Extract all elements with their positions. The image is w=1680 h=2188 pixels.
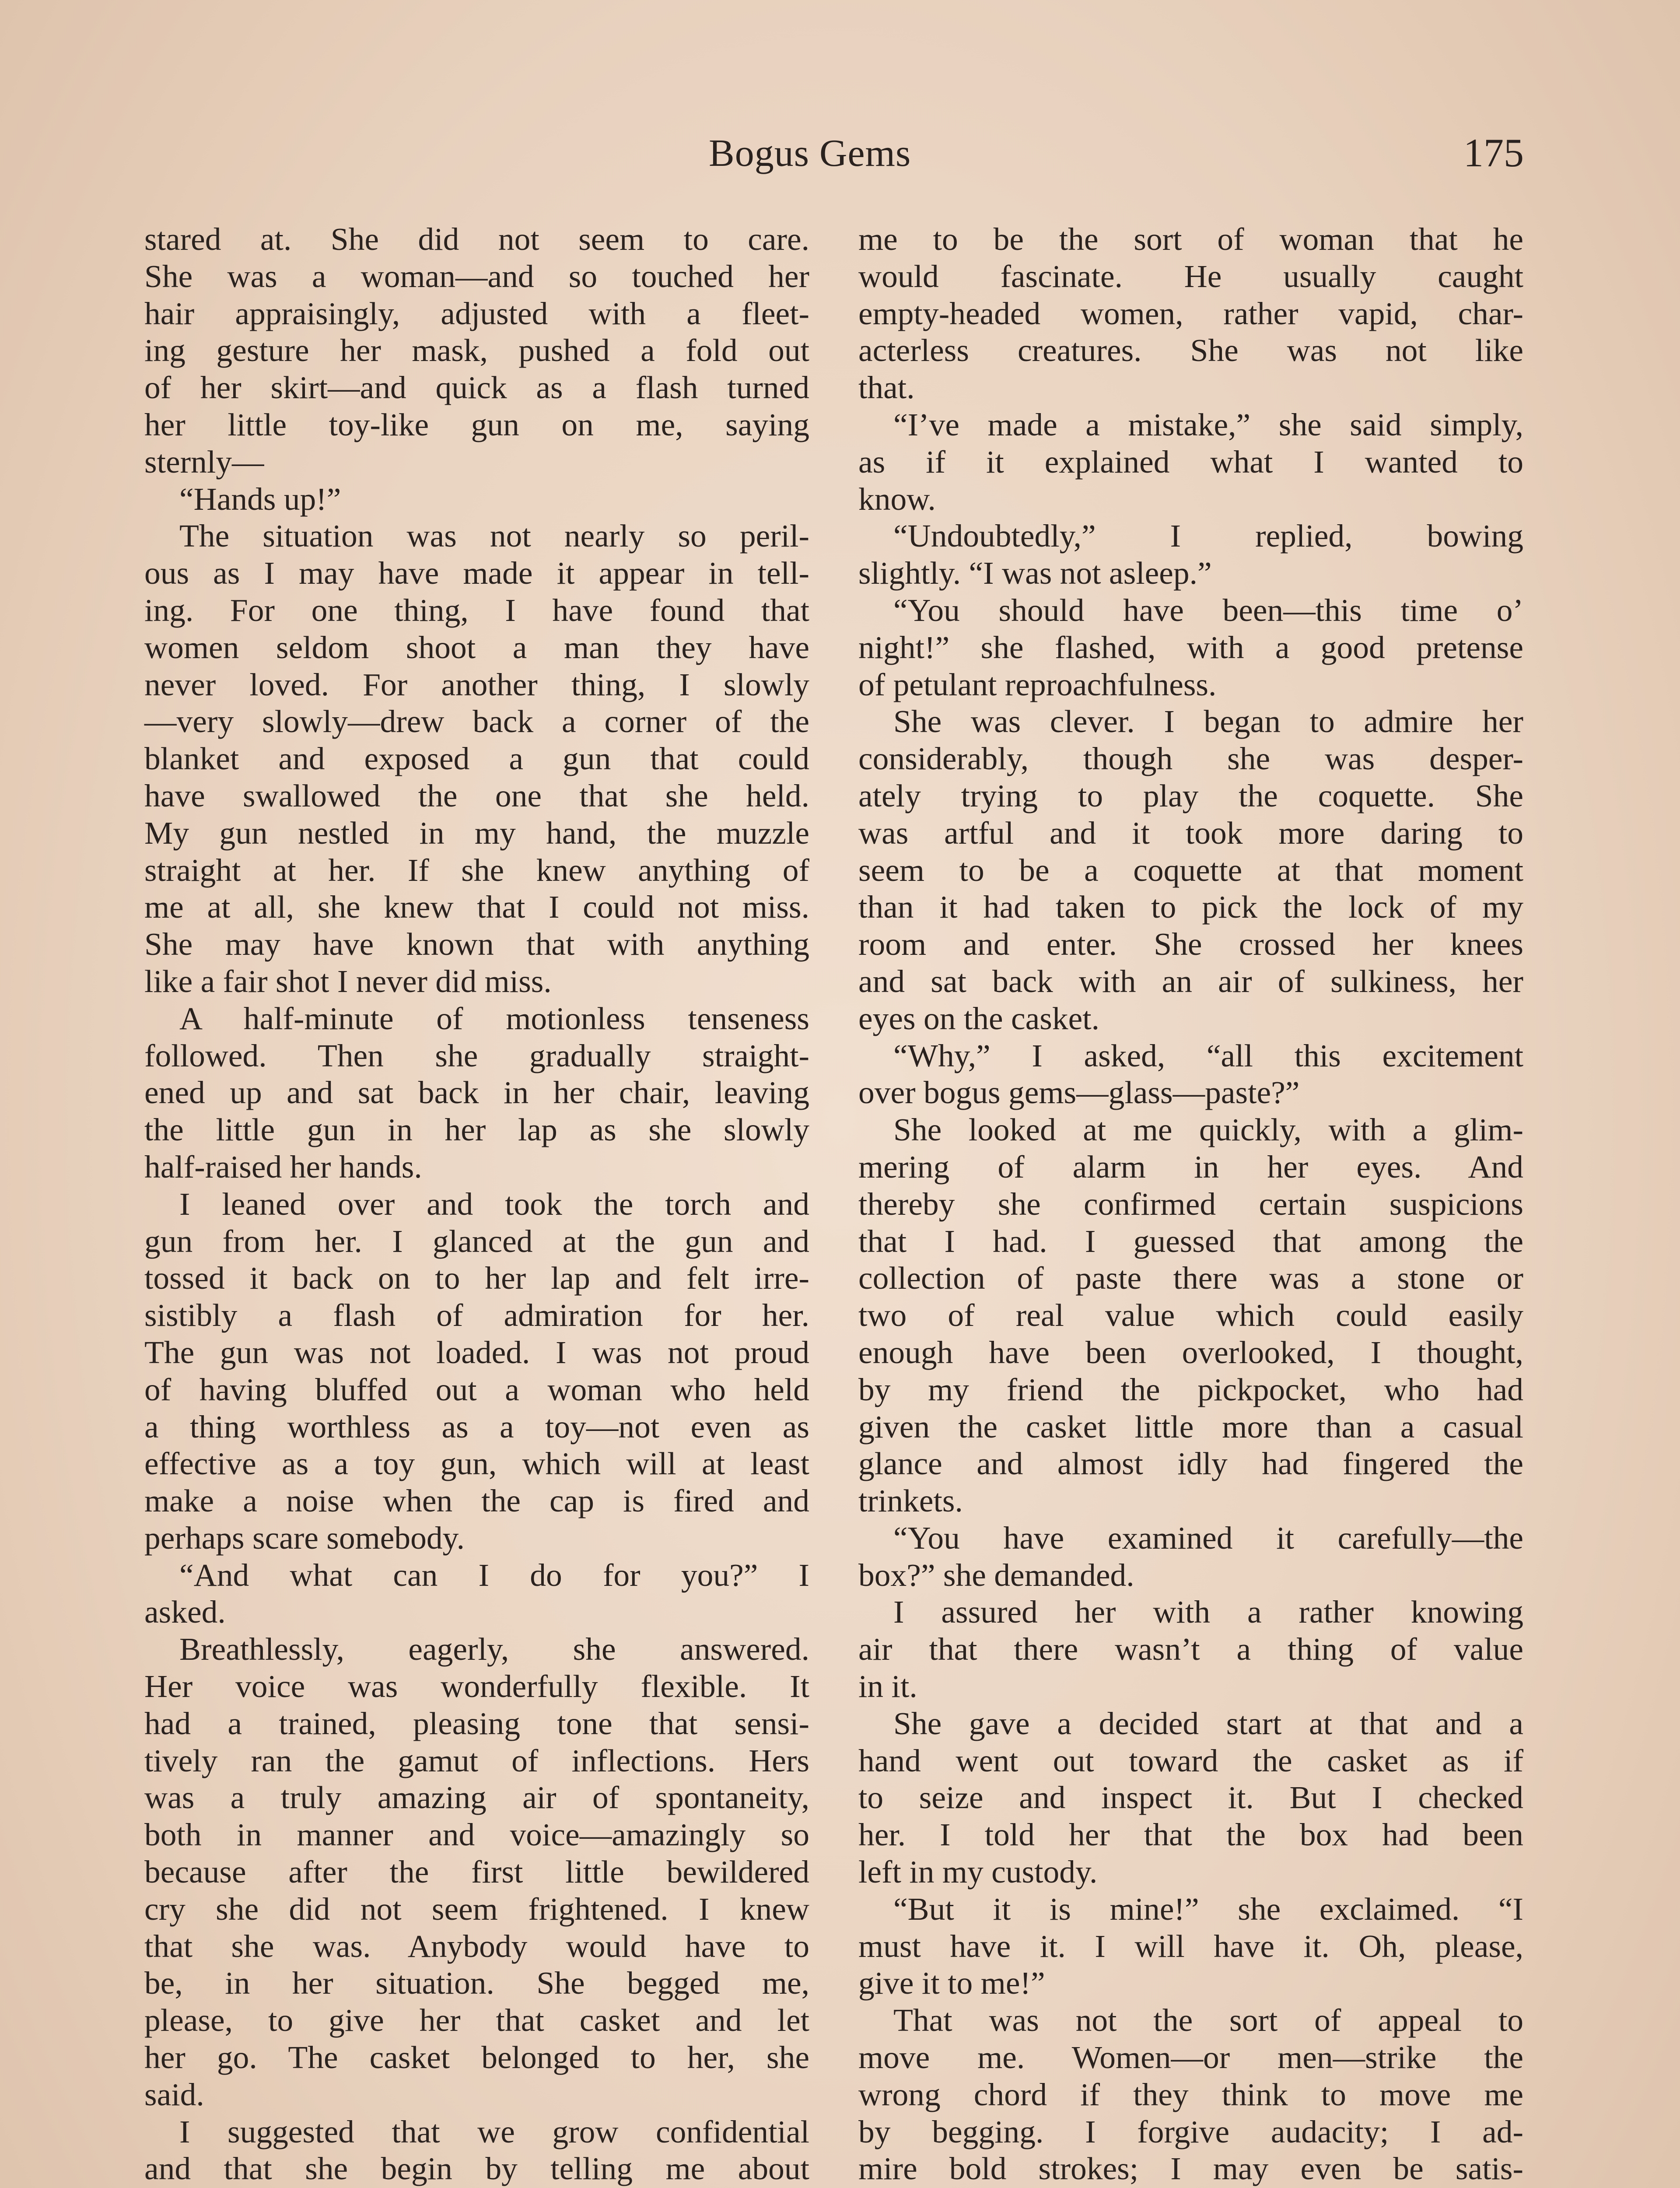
right-column-text-line: mire bold strokes; I may even be satis- bbox=[858, 2151, 1523, 2187]
left-column-text-line: “And what can I do for you?” I bbox=[179, 1557, 809, 1593]
right-column-text-line: That was not the sort of appeal to bbox=[893, 2002, 1523, 2038]
left-column-text-line: straight at her. If she knew anything of bbox=[144, 852, 809, 888]
left-column-text-line: She was a woman—and so touched her bbox=[144, 258, 809, 294]
left-column-text-line: was a truly amazing air of spontaneity, bbox=[144, 1780, 809, 1816]
right-column-text-line: know. bbox=[858, 481, 936, 517]
left-column-text-line: cry she did not seem frightened. I knew bbox=[144, 1891, 809, 1927]
left-column-text-line: women seldom shoot a man they have bbox=[144, 629, 809, 665]
left-column-text-line: asked. bbox=[144, 1594, 226, 1630]
left-column-text-line: both in manner and voice—amazingly so bbox=[144, 1817, 809, 1853]
right-column-text-line: slightly. “I was not asleep.” bbox=[858, 555, 1212, 591]
right-column-text-line: move me. Women—or men—strike the bbox=[858, 2040, 1523, 2076]
left-column-text-line: A half-minute of motionless tenseness bbox=[179, 1000, 809, 1036]
left-column-text-line: sternly— bbox=[144, 444, 264, 480]
left-column-text-line: that she was. Anybody would have to bbox=[144, 1928, 809, 1964]
right-column bbox=[858, 221, 1523, 2188]
left-column-text-line: please, to give her that casket and let bbox=[144, 2002, 809, 2038]
left-column-text-line: Breathlessly, eagerly, she answered. bbox=[179, 1631, 809, 1667]
left-column-text-line: ing gesture her mask, pushed a fold out bbox=[144, 333, 809, 368]
right-column-text-line: that. bbox=[858, 370, 915, 406]
right-column-text-line: “Undoubtedly,” I replied, bowing bbox=[893, 518, 1523, 554]
left-column-text-line: a thing worthless as a toy—not even as bbox=[144, 1409, 809, 1445]
right-column-text-line: give it to me!” bbox=[858, 1965, 1045, 2001]
right-column-text-line: She looked at me quickly, with a glim- bbox=[893, 1112, 1523, 1148]
right-column-text-line: night!” she flashed, with a good pretense bbox=[858, 629, 1523, 665]
left-column-text-line: because after the first little bewildered bbox=[144, 1854, 809, 1890]
left-column-text-line: of her skirt—and quick as a flash turned bbox=[144, 370, 809, 406]
left-column-text-line: have swallowed the one that she held. bbox=[144, 778, 809, 813]
right-column-text-line: by begging. I forgive audacity; I ad- bbox=[858, 2114, 1523, 2149]
right-column-text-line: “You have examined it carefully—the bbox=[893, 1520, 1523, 1556]
right-column-text-line: would fascinate. He usually caught bbox=[858, 258, 1523, 294]
left-column-text-line: followed. Then she gradually straight- bbox=[144, 1038, 809, 1073]
left-column-text-line: perhaps scare somebody. bbox=[144, 1520, 465, 1556]
right-column-text-line: trinkets. bbox=[858, 1483, 963, 1519]
right-column-text-line: air that there wasn’t a thing of value bbox=[858, 1631, 1523, 1667]
right-column-text-line: by my friend the pickpocket, who had bbox=[858, 1371, 1523, 1407]
left-column-text-line: sistibly a flash of admiration for her. bbox=[144, 1297, 809, 1333]
right-column-text-line: collection of paste there was a stone or bbox=[858, 1260, 1523, 1296]
right-column-text-line: me to be the sort of woman that he bbox=[858, 221, 1523, 257]
left-column-text-line: I leaned over and took the torch and bbox=[179, 1186, 809, 1222]
left-column-text-line: make a noise when the cap is fired and bbox=[144, 1483, 809, 1519]
right-column-text-line: room and enter. She crossed her knees bbox=[858, 926, 1523, 962]
right-column-text-line: acterless creatures. She was not like bbox=[858, 333, 1523, 368]
right-column-text-line: “But it is mine!” she exclaimed. “I bbox=[893, 1891, 1523, 1927]
left-column-text-line: said. bbox=[144, 2076, 204, 2112]
right-column-text-line: eyes on the casket. bbox=[858, 1000, 1100, 1036]
right-column-text-line: that I had. I guessed that among the bbox=[858, 1223, 1523, 1259]
right-column-text-line: “Why,” I asked, “all this excitement bbox=[893, 1038, 1523, 1073]
right-column-text-line: She was clever. I began to admire her bbox=[893, 704, 1523, 740]
left-column-text-line: hair appraisingly, adjusted with a fleet- bbox=[144, 295, 809, 331]
right-column-text-line: of petulant reproachfulness. bbox=[858, 666, 1217, 702]
left-column-text-line: the little gun in her lap as she slowly bbox=[144, 1112, 809, 1148]
left-column-text-line: her go. The casket belonged to her, she bbox=[144, 2040, 809, 2076]
left-column-text-line: The situation was not nearly so peril- bbox=[179, 518, 809, 554]
left-column-text-line: had a trained, pleasing tone that sensi- bbox=[144, 1705, 809, 1741]
right-column-text-line: left in my custody. bbox=[858, 1854, 1098, 1890]
right-column-text-line: and sat back with an air of sulkiness, her bbox=[858, 963, 1523, 999]
right-column-text-line: empty-headed women, rather vapid, char- bbox=[858, 295, 1523, 331]
right-column-text-line: two of real value which could easily bbox=[858, 1297, 1523, 1333]
page-number: 175 bbox=[1463, 130, 1524, 175]
left-column-text-line: tively ran the gamut of inflections. Hers bbox=[144, 1743, 809, 1778]
right-column-text-line: ately trying to play the coquette. She bbox=[858, 778, 1523, 813]
right-column-text-line: was artful and it took more daring to bbox=[858, 815, 1523, 851]
left-column-text-line: —very slowly—drew back a corner of the bbox=[144, 704, 809, 740]
left-column-text-line: of having bluffed out a woman who held bbox=[144, 1371, 809, 1407]
left-column-text-line: and that she begin by telling me about bbox=[144, 2151, 809, 2187]
right-column-text-line: her. I told her that the box had been bbox=[858, 1817, 1523, 1853]
left-column-text-line: like a fair shot I never did miss. bbox=[144, 963, 552, 999]
right-column-text-line: She gave a decided start at that and a bbox=[893, 1705, 1523, 1741]
right-column-text-line: “I’ve made a mistake,” she said simply, bbox=[893, 407, 1523, 442]
left-column bbox=[144, 221, 809, 2188]
right-column-text-line: box?” she demanded. bbox=[858, 1557, 1134, 1593]
left-column-text-line: stared at. She did not seem to care. bbox=[144, 221, 809, 257]
left-column-text-line: effective as a toy gun, which will at least bbox=[144, 1446, 809, 1482]
left-column-text-line: She may have known that with anything bbox=[144, 926, 809, 962]
left-column-text-line: never loved. For another thing, I slowly bbox=[144, 666, 809, 702]
right-column-text-line: considerably, though she was desper- bbox=[858, 741, 1523, 777]
left-column-text-line: The gun was not loaded. I was not proud bbox=[144, 1334, 809, 1370]
right-column-text-line: than it had taken to pick the lock of my bbox=[858, 889, 1523, 925]
left-column-text-line: My gun nestled in my hand, the muzzle bbox=[144, 815, 809, 851]
left-column-text-line: ing. For one thing, I have found that bbox=[144, 592, 809, 628]
right-column-text-line: wrong chord if they think to move me bbox=[858, 2076, 1523, 2112]
left-column-text-line: I suggested that we grow confidential bbox=[179, 2114, 809, 2149]
left-column-text-line: ened up and sat back in her chair, leaving bbox=[144, 1075, 809, 1111]
left-column-text-line: “Hands up!” bbox=[179, 481, 341, 517]
right-column-text-line: “You should have been—this time o’ bbox=[893, 592, 1523, 628]
left-column-text-line: gun from her. I glanced at the gun and bbox=[144, 1223, 809, 1259]
right-column-text-line: seem to be a coquette at that moment bbox=[858, 852, 1523, 888]
right-column-text-line: as if it explained what I wanted to bbox=[858, 444, 1523, 480]
left-column-text-line: tossed it back on to her lap and felt irre- bbox=[144, 1260, 809, 1296]
left-column-text-line: Her voice was wonderfully flexible. It bbox=[144, 1669, 809, 1704]
left-column-text-line: her little toy-like gun on me, saying bbox=[144, 407, 809, 442]
right-column-text-line: given the casket little more than a casual bbox=[858, 1409, 1523, 1445]
left-column-text-line: be, in her situation. She begged me, bbox=[144, 1965, 809, 2001]
running-head: Bogus Gems bbox=[709, 132, 911, 175]
right-column-text-line: enough have been overlooked, I thought, bbox=[858, 1334, 1523, 1370]
left-column-text-line: blanket and exposed a gun that could bbox=[144, 741, 809, 777]
right-column-text-line: over bogus gems—glass—paste?” bbox=[858, 1075, 1300, 1111]
right-column-text-line: hand went out toward the casket as if bbox=[858, 1743, 1523, 1778]
right-column-text-line: glance and almost idly had fingered the bbox=[858, 1446, 1523, 1482]
right-column-text-line: mering of alarm in her eyes. And bbox=[858, 1149, 1523, 1185]
left-column-text-line: ous as I may have made it appear in tell- bbox=[144, 555, 809, 591]
right-column-text-line: I assured her with a rather knowing bbox=[893, 1594, 1523, 1630]
right-column-text-line: thereby she confirmed certain suspicions bbox=[858, 1186, 1523, 1222]
left-column-text-line: me at all, she knew that I could not miss. bbox=[144, 889, 809, 925]
right-column-text-line: in it. bbox=[858, 1669, 917, 1704]
right-column-text-line: to seize and inspect it. But I checked bbox=[858, 1780, 1523, 1816]
left-column-text-line: half-raised her hands. bbox=[144, 1149, 422, 1185]
right-column-text-line: must have it. I will have it. Oh, please, bbox=[858, 1928, 1523, 1964]
